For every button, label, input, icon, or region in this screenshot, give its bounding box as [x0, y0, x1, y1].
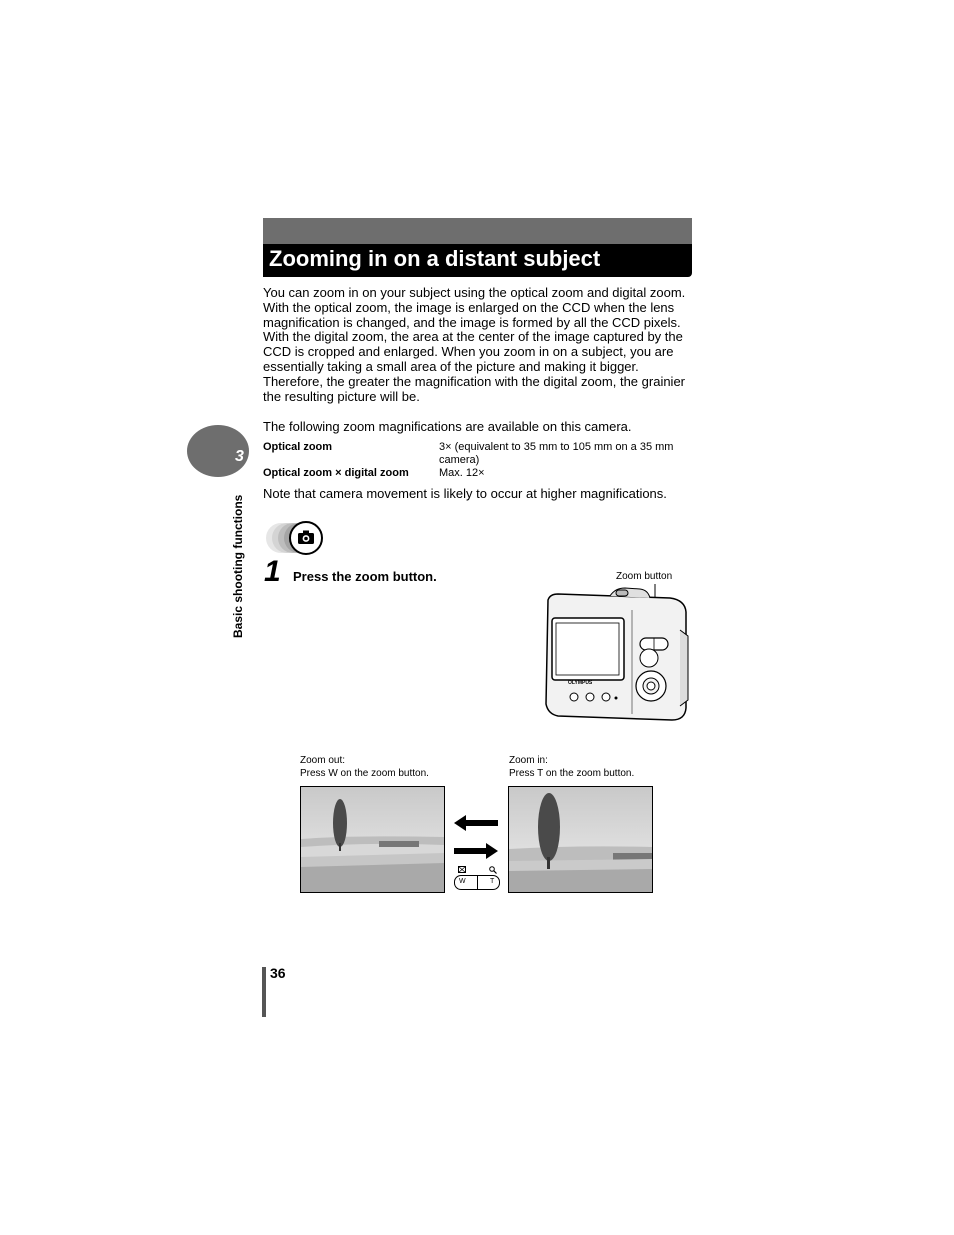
page-number: 36 [270, 965, 286, 981]
zoom-button-callout: Zoom button [616, 571, 673, 582]
right-arrow-icon [454, 843, 498, 864]
zoom-switch [454, 866, 500, 890]
page-number-bar [262, 967, 266, 1017]
camera-back-illustration [540, 580, 692, 733]
tele-magnifier-icon [489, 866, 497, 874]
available-magnifications-text: The following zoom magnifications are available on this camera. [263, 419, 632, 434]
zoom-out-caption [300, 755, 429, 780]
zoom-in-caption [509, 755, 634, 780]
zoom-in-instruction: Press T on the zoom button. [509, 767, 635, 779]
chapter-side-label: Basic shooting functions [231, 494, 245, 638]
step-number: 1 [264, 555, 281, 588]
zoom-in-title: Zoom in: [509, 755, 548, 766]
zoom-out-example-photo [300, 786, 445, 893]
zoom-switch-t-label: T [490, 878, 495, 885]
chapter-number: 3 [235, 448, 244, 465]
section-header-top-stripe [263, 218, 692, 244]
spec-label-optical-zoom: Optical zoom [263, 441, 333, 453]
wide-icon [458, 866, 466, 873]
left-arrow-icon [454, 815, 498, 836]
camera-brand-text: OLYMPUS [568, 680, 593, 686]
zoom-out-title: Zoom out: [300, 755, 346, 766]
intro-paragraph: You can zoom in on your subject using the optical zoom and digital zoom. With the optical zoom, the image is enlarged on the CCD when the lens magnification is changed, and the image is formed by all the CCD pixels. With the digital zoom, the area at the center of the image captured by the CCD is cropped and enlarged. When you zoom in on a subject, you are essentially taking a small area of the picture and making it bigger. Therefore, the greater the magnification with the digital zoom, the grainier the resulting picture will be. [263, 285, 686, 404]
zoom-out-instruction: Press W on the zoom button. [300, 767, 429, 779]
page-title: Zooming in on a distant subject [269, 246, 601, 271]
spec-value-digital-zoom: Max. 12× [439, 467, 485, 479]
camera-movement-note: Note that camera movement is likely to occur at higher magnifications. [263, 486, 667, 501]
spec-label-digital-zoom: Optical zoom × digital zoom [263, 467, 409, 479]
spec-value-optical-zoom: 3× (equivalent to 35 mm to 105 mm on a 35 mm camera) [439, 441, 674, 466]
zoom-in-example-photo [508, 786, 653, 893]
zoom-switch-w-label: W [459, 878, 466, 885]
step-instruction: Press the zoom button. [293, 569, 437, 584]
